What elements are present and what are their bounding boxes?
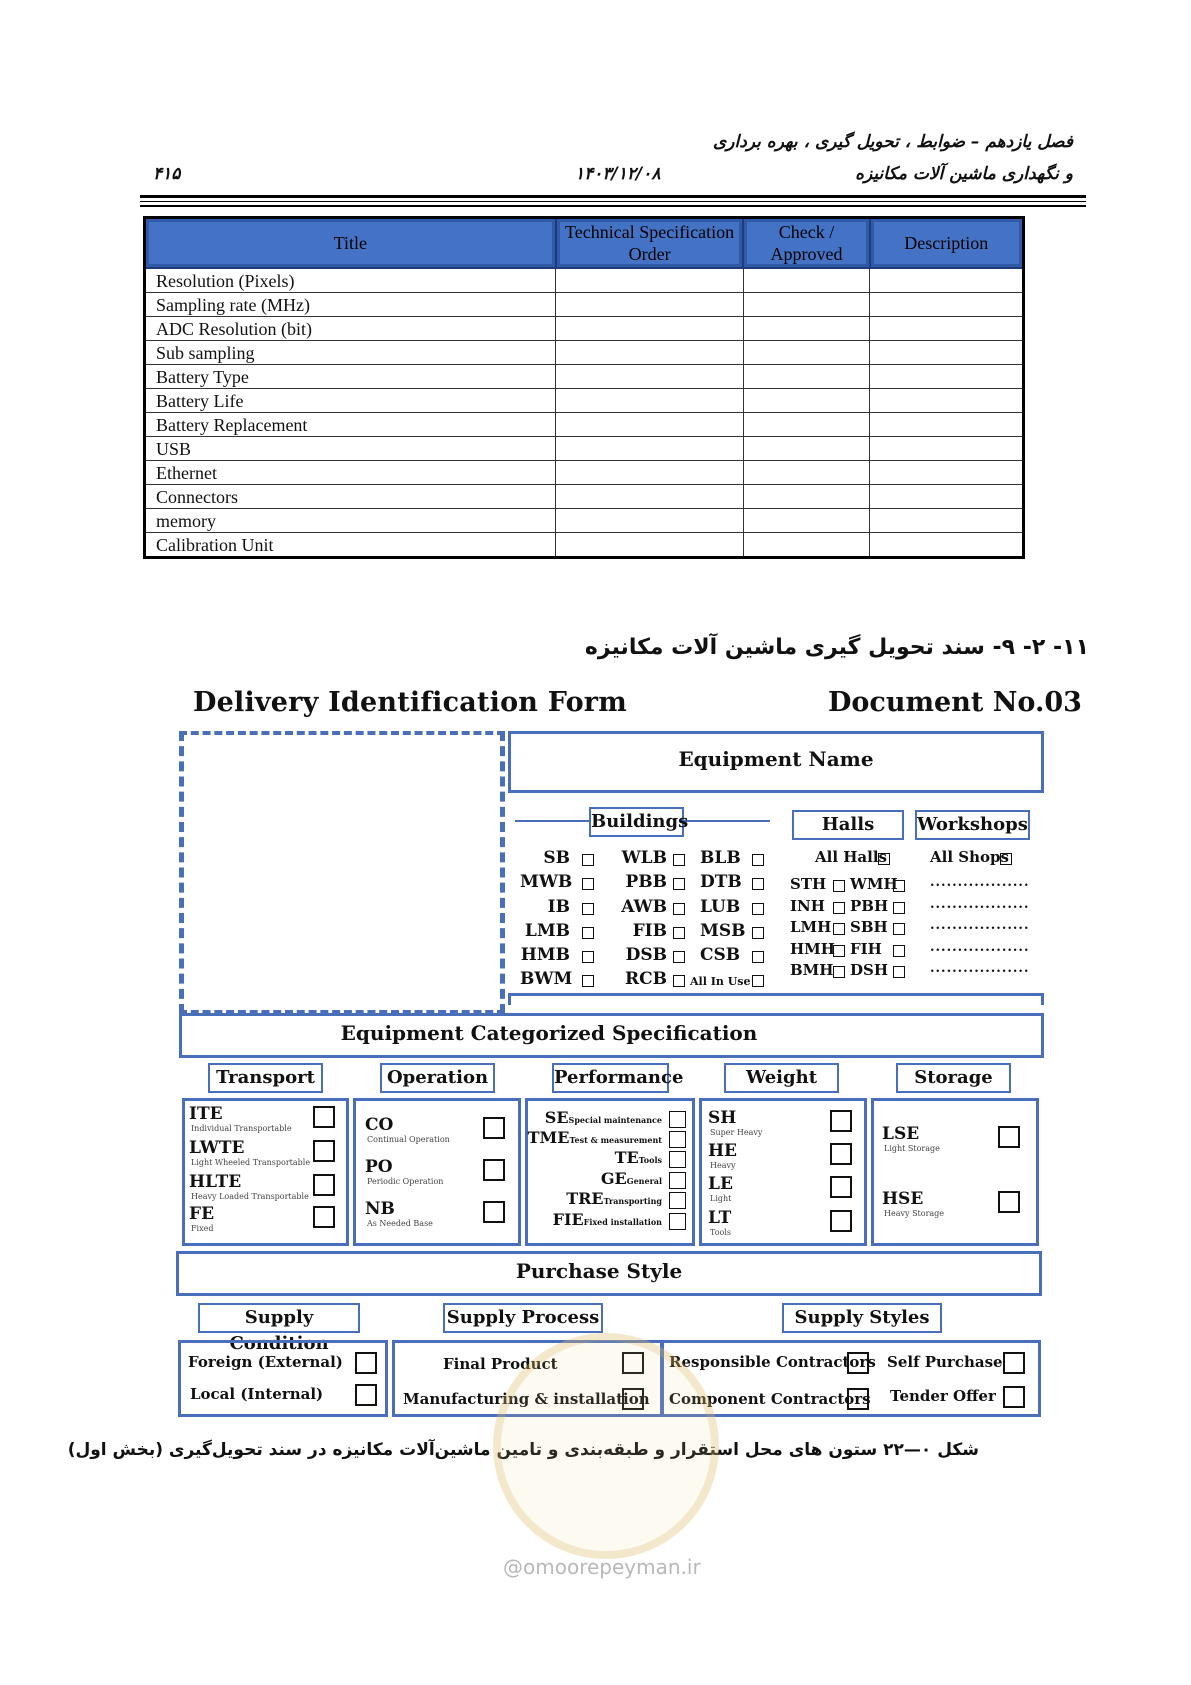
table-row [145, 461, 1024, 485]
tab-operation: Operation [380, 1063, 495, 1093]
spec-cell[interactable] [556, 365, 744, 389]
all-halls-label: All Halls [815, 848, 887, 866]
row-title: ADC Resolution (bit) [145, 317, 556, 341]
building-code: AWB [621, 897, 667, 917]
category-heading: Equipment Categorized Specification [340, 1021, 758, 1045]
spec-cell[interactable] [556, 341, 744, 365]
description-cell[interactable] [870, 533, 1024, 558]
storage-desc: Light Storage [884, 1144, 940, 1153]
workshops-label: Workshops [915, 810, 1030, 840]
workshop-line[interactable]: .................. [930, 918, 1030, 933]
building-checkbox[interactable] [673, 951, 685, 963]
storage-code: HSE [882, 1189, 924, 1209]
building-checkbox[interactable] [752, 927, 764, 939]
hall-checkbox[interactable] [833, 923, 845, 935]
supply-condition-label: Supply Condition [198, 1303, 360, 1333]
table-row [145, 341, 1024, 365]
weight-code: LE [708, 1174, 733, 1194]
building-checkbox[interactable] [752, 975, 764, 987]
building-checkbox[interactable] [582, 951, 594, 963]
storage-checkbox[interactable] [998, 1126, 1020, 1148]
check-cell[interactable] [743, 509, 869, 533]
performance-desc: Test & measurement [569, 1135, 662, 1145]
supply-style-item: Responsible Contractors [669, 1353, 876, 1371]
divider [508, 993, 1044, 1005]
weight-code: SH [708, 1108, 737, 1128]
supply-style-item: Self Purchase [887, 1353, 1003, 1371]
workshop-line[interactable]: .................. [930, 940, 1030, 955]
purchase-heading: Purchase Style [515, 1259, 683, 1283]
performance-desc: General [626, 1176, 662, 1186]
self-purchase-checkbox[interactable] [1003, 1352, 1025, 1374]
table-row [145, 533, 1024, 558]
spec-cell[interactable] [556, 509, 744, 533]
building-code: WLB [621, 848, 667, 868]
hall-code: WMH [850, 875, 898, 893]
operation-code: CO [365, 1115, 394, 1135]
row-title: Ethernet [145, 461, 556, 485]
tab-weight: Weight [724, 1063, 839, 1093]
check-cell[interactable] [743, 317, 869, 341]
form-title: Delivery Identification Form [193, 687, 628, 718]
building-checkbox[interactable] [752, 903, 764, 915]
spec-cell[interactable] [556, 268, 744, 293]
hall-code: PBH [850, 897, 889, 915]
all-halls-checkbox[interactable] [878, 853, 890, 865]
row-title: Connectors [145, 485, 556, 509]
header-rule [140, 201, 1086, 202]
weight-desc: Super Heavy [710, 1128, 763, 1137]
description-cell[interactable] [870, 268, 1024, 293]
header-date: ۱۴۰۳/۱۲/۰۸ [575, 164, 661, 184]
supply-process-item: Manufacturing & installation [403, 1390, 650, 1408]
supply-process-item: Final Product [443, 1355, 558, 1373]
photo-placeholder [179, 731, 505, 1014]
performance-checkbox[interactable] [669, 1131, 686, 1148]
building-checkbox[interactable] [582, 903, 594, 915]
performance-checkbox[interactable] [669, 1213, 686, 1230]
row-title: Sampling rate (MHz) [145, 293, 556, 317]
building-code: RCB [624, 969, 667, 989]
operation-desc: Continual Operation [367, 1135, 450, 1144]
buildings-label: Buildings [589, 807, 684, 837]
performance-code: TME [527, 1128, 570, 1147]
performance-code: TE [614, 1148, 639, 1167]
weight-desc: Light [710, 1194, 732, 1203]
performance-checkbox[interactable] [669, 1172, 686, 1189]
building-code: BWM [520, 969, 573, 989]
weight-code: LT [708, 1208, 732, 1228]
building-code: DSB [625, 945, 667, 965]
hall-code: INH [790, 897, 825, 915]
operation-checkbox[interactable] [483, 1117, 505, 1139]
local-checkbox[interactable] [355, 1384, 377, 1406]
check-cell[interactable] [743, 341, 869, 365]
performance-item [528, 1128, 662, 1147]
hall-checkbox[interactable] [833, 966, 845, 978]
description-cell[interactable] [870, 413, 1024, 437]
all-shops-label: All Shops [930, 848, 1009, 866]
supply-style-item: Component Contractors [669, 1390, 871, 1408]
building-code: LMB [524, 921, 570, 941]
hall-checkbox[interactable] [833, 902, 845, 914]
transport-desc: Light Wheeled Transportable [191, 1158, 311, 1167]
header-rule [140, 205, 1086, 207]
hall-code: BMH [790, 961, 834, 979]
hall-checkbox[interactable] [833, 880, 845, 892]
check-cell[interactable] [743, 461, 869, 485]
operation-desc: Periodic Operation [367, 1177, 444, 1186]
performance-code: SE [544, 1108, 569, 1127]
spec-cell[interactable] [556, 485, 744, 509]
table-row [145, 389, 1024, 413]
row-title: Sub sampling [145, 341, 556, 365]
table-row [145, 317, 1024, 341]
operation-code: PO [365, 1157, 393, 1177]
performance-desc: Special maintenance [568, 1115, 662, 1125]
description-cell[interactable] [870, 365, 1024, 389]
transport-checkbox[interactable] [313, 1206, 335, 1228]
building-code: HMB [520, 945, 570, 965]
check-cell[interactable] [743, 485, 869, 509]
performance-code: TRE [566, 1189, 604, 1208]
performance-desc: Fixed installation [583, 1217, 662, 1227]
transport-code: HLTE [189, 1172, 242, 1192]
weight-checkbox[interactable] [830, 1143, 852, 1165]
check-cell[interactable] [743, 413, 869, 437]
performance-checkbox[interactable] [669, 1192, 686, 1209]
hall-code: STH [790, 875, 827, 893]
building-code: SB [543, 848, 570, 868]
col-header-title: Title [145, 218, 556, 269]
transport-code: ITE [189, 1104, 223, 1124]
workshop-line[interactable]: .................. [930, 875, 1030, 890]
tab-transport: Transport [208, 1063, 323, 1093]
row-title: Battery Type [145, 365, 556, 389]
spec-cell[interactable] [556, 461, 744, 485]
operation-code: NB [365, 1199, 395, 1219]
spec-cell[interactable] [556, 437, 744, 461]
storage-panel [871, 1098, 1039, 1246]
performance-code: FIE [552, 1210, 584, 1229]
building-code: All In Use [690, 975, 751, 988]
supply-process-label: Supply Process [443, 1303, 603, 1333]
description-cell[interactable] [870, 317, 1024, 341]
performance-item [566, 1189, 662, 1208]
building-checkbox[interactable] [673, 878, 685, 890]
description-cell[interactable] [870, 461, 1024, 485]
weight-desc: Heavy [710, 1161, 736, 1170]
supply-condition-item: Local (Internal) [190, 1385, 324, 1403]
component-contractors-checkbox[interactable] [847, 1388, 869, 1410]
weight-code: HE [708, 1141, 738, 1161]
storage-checkbox[interactable] [998, 1191, 1020, 1213]
check-cell[interactable] [743, 533, 869, 558]
building-code: FIB [632, 921, 667, 941]
row-title: memory [145, 509, 556, 533]
hall-code: DSH [850, 961, 889, 979]
workshop-line[interactable]: .................. [930, 961, 1030, 976]
transport-checkbox[interactable] [313, 1140, 335, 1162]
section-title: ۱۱- ۲- ۹- سند تحویل گیری ماشین آلات مکانیزه [584, 635, 1089, 660]
weight-desc: Tools [710, 1228, 732, 1237]
storage-code: LSE [882, 1124, 920, 1144]
hall-code: SBH [850, 918, 888, 936]
spec-cell[interactable] [556, 293, 744, 317]
operation-checkbox[interactable] [483, 1201, 505, 1223]
building-checkbox[interactable] [582, 878, 594, 890]
description-cell[interactable] [870, 389, 1024, 413]
description-cell[interactable] [870, 293, 1024, 317]
table-row [145, 293, 1024, 317]
building-code: IB [547, 897, 570, 917]
col-header-check: Check / Approved [743, 218, 869, 269]
hall-code: FIH [850, 940, 882, 958]
hall-checkbox[interactable] [893, 923, 905, 935]
hall-checkbox[interactable] [833, 945, 845, 957]
figure-caption: شکل ۰—۲۲ ستون های محل استقرار و طبقه‌بندی و تامین ماشین‌آلات مکانیزه در سند تحویل‌گیری (بخش اول) [67, 1440, 979, 1460]
check-cell[interactable] [743, 437, 869, 461]
transport-desc: Heavy Loaded Transportable [191, 1192, 309, 1201]
building-checkbox[interactable] [752, 854, 764, 866]
header-rule [140, 195, 1086, 198]
supply-style-item: Tender Offer [890, 1387, 996, 1405]
building-code: BLB [700, 848, 741, 868]
performance-desc: Tools [638, 1155, 662, 1165]
building-checkbox[interactable] [673, 903, 685, 915]
weight-checkbox[interactable] [830, 1210, 852, 1232]
performance-item [601, 1169, 662, 1188]
page-number: ۴۱۵ [153, 164, 181, 184]
chapter-subtitle: و نگهداری ماشین آلات مکانیزه [855, 164, 1073, 184]
equipment-name-label: Equipment Name [678, 747, 874, 771]
operation-desc: As Needed Base [367, 1219, 433, 1228]
all-shops-checkbox[interactable] [1000, 853, 1012, 865]
description-cell[interactable] [870, 341, 1024, 365]
check-cell[interactable] [743, 365, 869, 389]
transport-code: LWTE [189, 1138, 245, 1158]
check-cell[interactable] [743, 293, 869, 317]
workshop-line[interactable]: .................. [930, 897, 1030, 912]
performance-item [545, 1108, 662, 1127]
building-checkbox[interactable] [582, 854, 594, 866]
row-title: Resolution (Pixels) [145, 268, 556, 293]
hall-checkbox[interactable] [893, 945, 905, 957]
building-checkbox[interactable] [752, 951, 764, 963]
operation-checkbox[interactable] [483, 1159, 505, 1181]
supply-condition-item: Foreign (External) [188, 1353, 343, 1371]
building-checkbox[interactable] [752, 878, 764, 890]
performance-checkbox[interactable] [669, 1151, 686, 1168]
building-checkbox[interactable] [582, 927, 594, 939]
supply-styles-label: Supply Styles [782, 1303, 942, 1333]
performance-item [615, 1148, 662, 1167]
table-row [145, 365, 1024, 389]
tab-performance: Performance [552, 1063, 669, 1093]
responsible-contractors-checkbox[interactable] [847, 1352, 869, 1374]
description-cell[interactable] [870, 437, 1024, 461]
watermark-seal-icon [493, 1333, 719, 1559]
chapter-title: فصل یازدهم – ضوابط ، تحویل گیری ، بهره برداری [712, 132, 1073, 152]
table-row [145, 437, 1024, 461]
transport-code: FE [189, 1204, 215, 1224]
description-cell[interactable] [870, 485, 1024, 509]
weight-checkbox[interactable] [830, 1110, 852, 1132]
building-checkbox[interactable] [673, 854, 685, 866]
hall-checkbox[interactable] [893, 902, 905, 914]
building-checkbox[interactable] [582, 975, 594, 987]
foreign-checkbox[interactable] [355, 1352, 377, 1374]
spec-table [143, 216, 1025, 559]
hall-code: LMH [790, 918, 832, 936]
building-checkbox[interactable] [673, 927, 685, 939]
tab-storage: Storage [896, 1063, 1011, 1093]
performance-item [553, 1210, 662, 1229]
tender-offer-checkbox[interactable] [1003, 1386, 1025, 1408]
weight-checkbox[interactable] [830, 1176, 852, 1198]
row-title: Calibration Unit [145, 533, 556, 558]
table-row [145, 485, 1024, 509]
transport-checkbox[interactable] [313, 1174, 335, 1196]
hall-checkbox[interactable] [893, 880, 905, 892]
description-cell[interactable] [870, 509, 1024, 533]
spec-cell[interactable] [556, 389, 744, 413]
spec-cell[interactable] [556, 413, 744, 437]
transport-desc: Individual Transportable [191, 1124, 292, 1133]
col-header-spec: Technical Specification Order [556, 218, 744, 269]
row-title: USB [145, 437, 556, 461]
performance-desc: Transporting [603, 1196, 662, 1206]
col-header-description: Description [870, 218, 1024, 269]
building-code: CSB [700, 945, 741, 965]
transport-desc: Fixed [191, 1224, 214, 1233]
building-code: MWB [520, 872, 573, 892]
check-cell[interactable] [743, 268, 869, 293]
building-code: DTB [700, 872, 742, 892]
watermark-text: @omoorepeyman.ir [503, 1555, 701, 1579]
hall-code: HMH [790, 940, 835, 958]
spec-cell[interactable] [556, 533, 744, 558]
building-code: MSB [700, 921, 746, 941]
row-title: Battery Replacement [145, 413, 556, 437]
halls-label: Halls [792, 810, 904, 840]
document-number: Document No.03 [828, 687, 1082, 718]
transport-checkbox[interactable] [313, 1106, 335, 1128]
building-checkbox[interactable] [673, 975, 685, 987]
performance-checkbox[interactable] [669, 1111, 686, 1128]
table-row [145, 509, 1024, 533]
check-cell[interactable] [743, 389, 869, 413]
table-row [145, 268, 1024, 293]
row-title: Battery Life [145, 389, 556, 413]
building-code: PBB [625, 872, 667, 892]
building-code: LUB [700, 897, 741, 917]
spec-cell[interactable] [556, 317, 744, 341]
storage-desc: Heavy Storage [884, 1209, 945, 1218]
performance-code: GE [600, 1169, 627, 1188]
table-row [145, 413, 1024, 437]
hall-checkbox[interactable] [893, 966, 905, 978]
